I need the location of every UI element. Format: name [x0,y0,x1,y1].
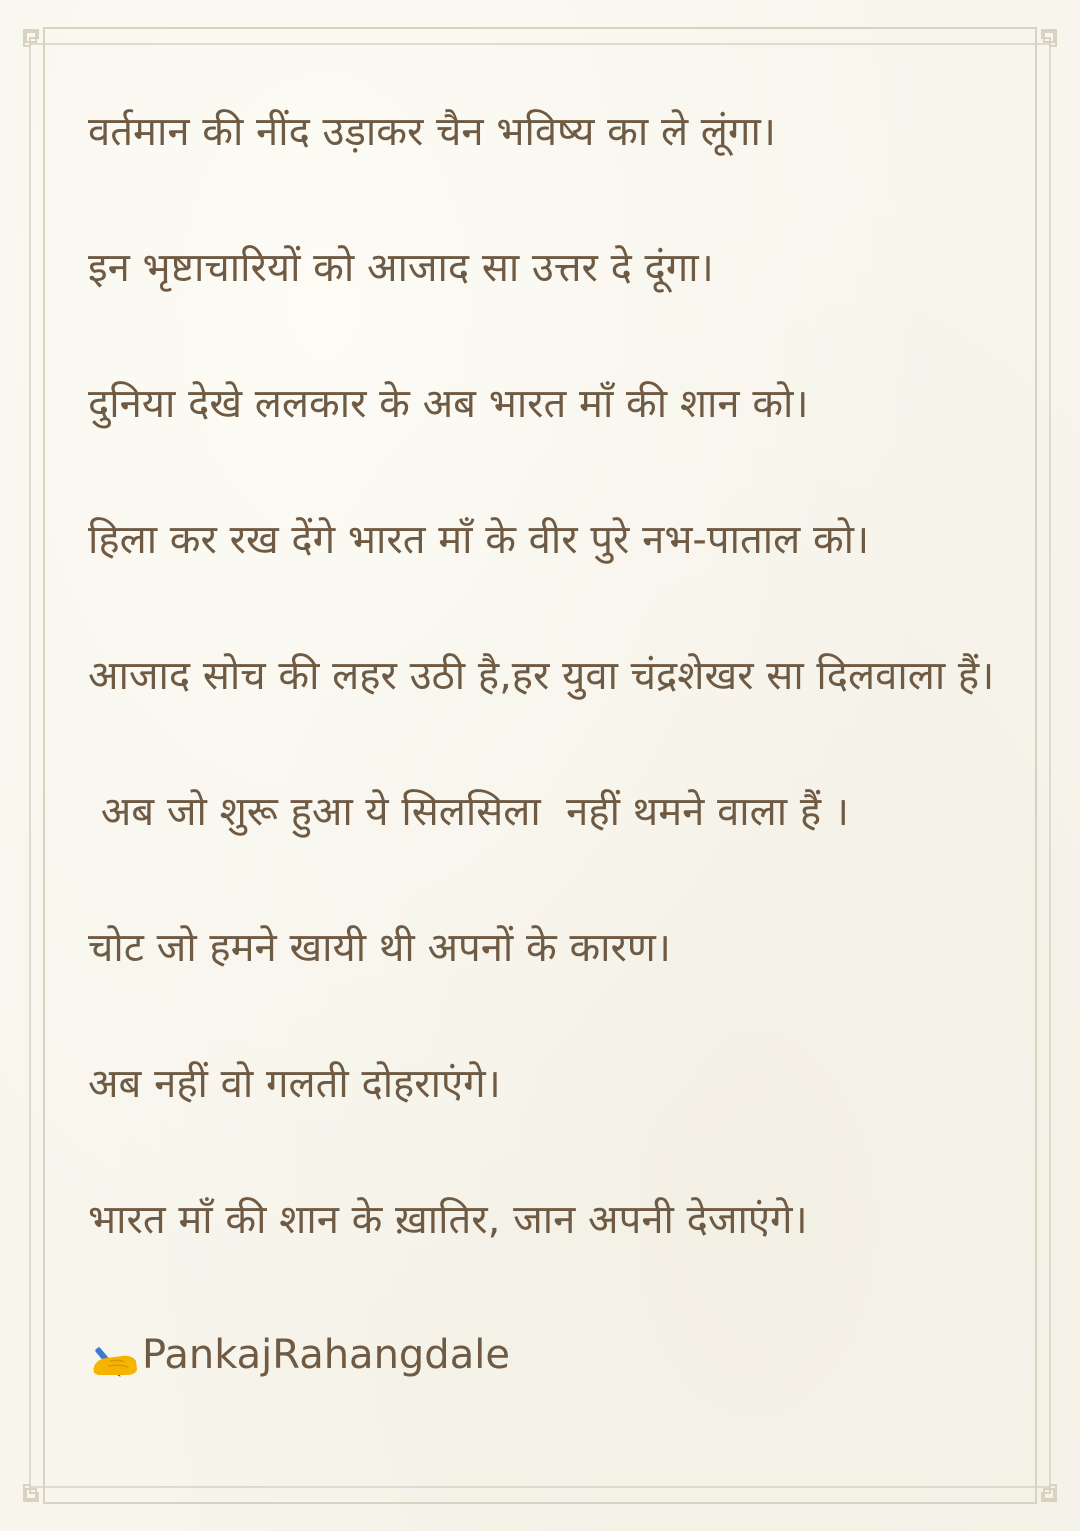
poem-line-1: वर्तमान की नींद उड़ाकर चैन भविष्य का ले लूंगा। [88,109,776,155]
poem-line-2: इन भृष्टाचारियों को आजाद सा उत्तर दे दूंगा। [88,245,714,291]
poem-line-6: अब जो शुरू हुआ ये सिलसिला नहीं थमने वाला हैं । [88,789,849,835]
poem-line-7: चोट जो हमने खायी थी अपनों के कारण। [88,925,671,971]
author-name: PankajRahangdale [142,1332,510,1378]
poem-line-8: अब नहीं वो गलती दोहराएंगे। [88,1061,501,1107]
poem-line-4: हिला कर रख देंगे भारत माँ के वीर पुरे नभ-पाताल को। [88,517,870,563]
poem-line-5: आजाद सोच की लहर उठी है,हर युवा चंद्रशेखर सा दिलवाला हैं। [88,653,995,699]
poem-line-9: भारत माँ की शान के ख़ातिर, जान अपनी देजाएंगे। [88,1197,808,1243]
author-signature [88,1330,510,1380]
writing-hand-icon [88,1333,140,1377]
poem-body [88,103,1008,1249]
poem-line-3: दुनिया देखे ललकार के अब भारत माँ की शान को। [88,381,809,427]
